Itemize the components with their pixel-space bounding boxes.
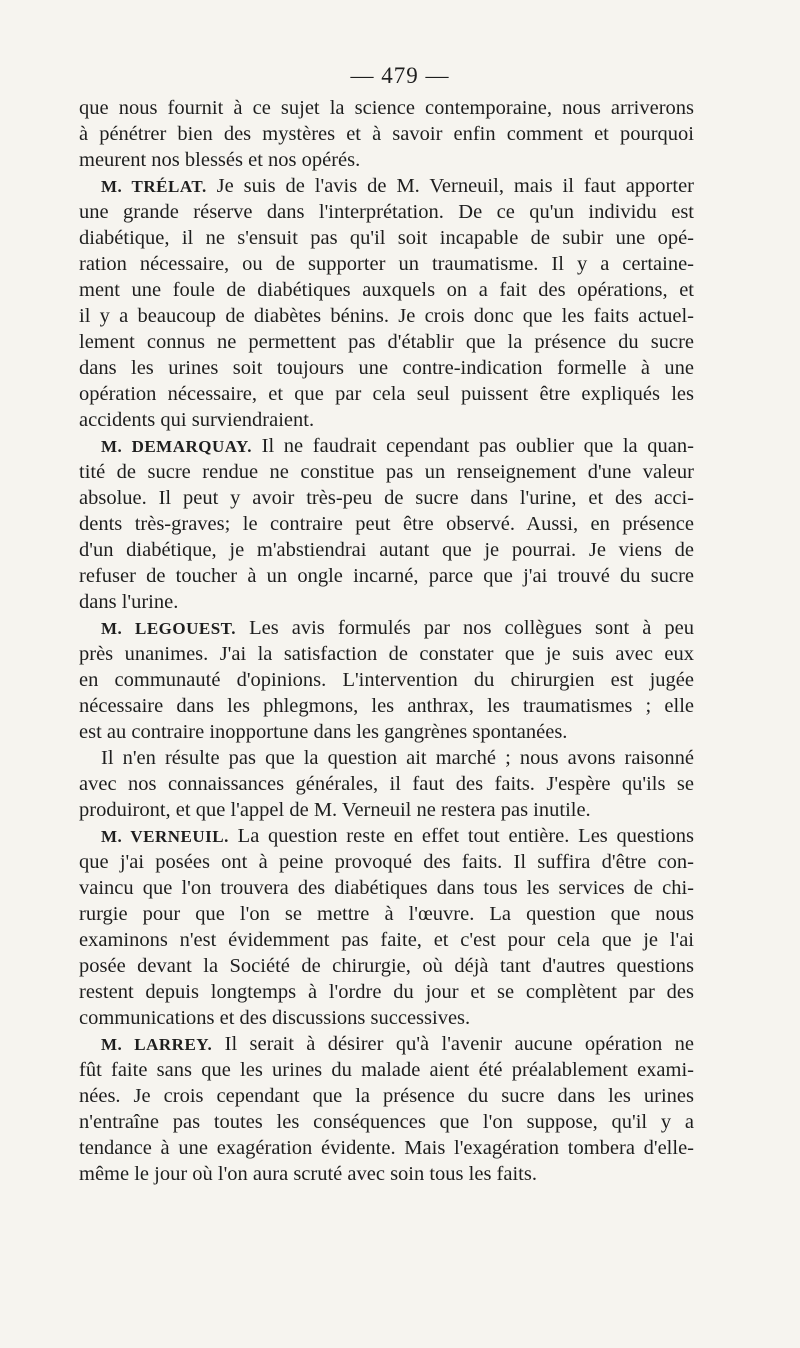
text-line: [79, 667, 694, 693]
line-text: près unanimes. J'ai la satisfaction de constater que je suis avec eux: [79, 643, 694, 665]
text-line: [79, 407, 694, 433]
text-line: [79, 745, 694, 771]
text-line: [79, 537, 694, 563]
speaker-name: M. LARREY.: [101, 1035, 213, 1054]
text-line: [79, 719, 694, 745]
text-line: [79, 1083, 694, 1109]
line-text: opération nécessaire, et que par cela seul puissent être expliqués les: [79, 383, 694, 405]
text-line: [79, 251, 694, 277]
line-text: vaincu que l'on trouvera des diabétiques dans tous les services de chi-: [79, 877, 694, 899]
text-line: [79, 147, 694, 173]
text-line: [79, 225, 694, 251]
line-text: en communauté d'opinions. L'intervention du chirurgien est jugée: [79, 669, 694, 691]
text-line: [79, 953, 694, 979]
speaker-line: [79, 615, 694, 641]
text-line: [79, 1057, 694, 1083]
text-line: [79, 355, 694, 381]
text-line: [79, 381, 694, 407]
text-line: [79, 771, 694, 797]
text-line: [79, 901, 694, 927]
text-line: [79, 199, 694, 225]
line-text: rurgie pour que l'on se mettre à l'œuvre. La question que nous: [79, 903, 694, 925]
line-text: avec nos connaissances générales, il faut des faits. J'espère qu'ils se: [79, 773, 694, 795]
line-text: il y a beaucoup de diabètes bénins. Je crois donc que les faits actuel-: [79, 305, 694, 327]
body-text: [79, 95, 694, 1187]
line-text: absolue. Il peut y avoir très-peu de sucre dans l'urine, et des acci-: [79, 487, 694, 509]
line-text: restent depuis longtemps à l'ordre du jour et se complètent par des: [79, 981, 694, 1003]
line-text: dents très-graves; le contraire peut être observé. Aussi, en présence: [79, 513, 694, 535]
line-text: Les avis formulés par nos collègues sont à peu: [236, 617, 694, 639]
text-line: [79, 927, 694, 953]
line-text: ment une foule de diabétiques auxquels on a fait des opérations, et: [79, 279, 694, 301]
line-text: Je suis de l'avis de M. Verneuil, mais il faut apporter: [206, 175, 695, 197]
line-text: tendance à une exagération évidente. Mais l'exagération tombera d'elle-: [79, 1137, 694, 1159]
speaker-name: M. TRÉLAT.: [101, 177, 207, 196]
text-line: [79, 563, 694, 589]
line-text: produiront, et que l'appel de M. Verneuil ne restera pas inutile.: [79, 799, 591, 821]
line-text: refuser de toucher à un ongle incarné, parce que j'ai trouvé du sucre: [79, 565, 694, 587]
text-line: [79, 511, 694, 537]
text-line: [79, 459, 694, 485]
line-text: nécessaire dans les phlegmons, les anthrax, les traumatismes ; elle: [79, 695, 694, 717]
line-text: ration nécessaire, ou de supporter un traumatisme. Il y a certaine-: [79, 253, 694, 275]
text-line: [79, 95, 694, 121]
speaker-line: [79, 1031, 694, 1057]
line-text: nées. Je crois cependant que la présence du sucre dans les urines: [79, 1085, 694, 1107]
text-line: [79, 1161, 694, 1187]
text-line: [79, 121, 694, 147]
line-text: fût faite sans que les urines du malade aient été préalablement exami-: [79, 1059, 694, 1081]
text-line: [79, 797, 694, 823]
line-text: Il n'en résulte pas que la question ait marché ; nous avons raisonné: [101, 747, 694, 769]
line-text: Il ne faudrait cependant pas oublier que la quan-: [251, 435, 694, 457]
speaker-line: [79, 823, 694, 849]
speaker-line: [79, 173, 694, 199]
text-line: [79, 329, 694, 355]
text-line: [79, 1005, 694, 1031]
text-line: [79, 849, 694, 875]
text-line: [79, 589, 694, 615]
line-text: examinons n'est évidemment pas faite, et c'est pour cela que je l'ai: [79, 929, 694, 951]
line-text: est au contraire inopportune dans les gangrènes spontanées.: [79, 721, 568, 743]
line-text: diabétique, il ne s'ensuit pas qu'il soit incapable de subir une opé-: [79, 227, 694, 249]
text-line: [79, 641, 694, 667]
line-text: à pénétrer bien des mystères et à savoir enfin comment et pourquoi: [79, 123, 694, 145]
line-text: tité de sucre rendue ne constitue pas un renseignement d'une valeur: [79, 461, 694, 483]
line-text: que j'ai posées ont à peine provoqué des faits. Il suffira d'être con-: [79, 851, 694, 873]
line-text: dans l'urine.: [79, 591, 179, 613]
line-text: dans les urines soit toujours une contre-indication formelle à une: [79, 357, 694, 379]
speaker-line: [79, 433, 694, 459]
text-line: [79, 303, 694, 329]
line-text: lement connus ne permettent pas d'établir que la présence du sucre: [79, 331, 694, 353]
line-text: posée devant la Société de chirurgie, où déjà tant d'autres questions: [79, 955, 694, 977]
line-text: Il serait à désirer qu'à l'avenir aucune opération ne: [212, 1033, 694, 1055]
speaker-name: M. LEGOUEST.: [101, 619, 237, 638]
text-line: [79, 1135, 694, 1161]
line-text: meurent nos blessés et nos opérés.: [79, 149, 361, 171]
line-text: communications et des discussions successives.: [79, 1007, 471, 1029]
page-number: — 479 —: [350, 63, 450, 88]
text-line: [79, 875, 694, 901]
text-line: [79, 1109, 694, 1135]
line-text: n'entraîne pas toutes les conséquences que l'on suppose, qu'il y a: [79, 1111, 694, 1133]
line-text: même le jour où l'on aura scruté avec soin tous les faits.: [79, 1163, 537, 1185]
line-text: accidents qui surviendraient.: [79, 409, 315, 431]
text-line: [79, 693, 694, 719]
speaker-name: M. VERNEUIL.: [101, 827, 229, 846]
line-text: une grande réserve dans l'interprétation. De ce qu'un individu est: [79, 201, 694, 223]
line-text: d'un diabétique, je m'abstiendrai autant que je pourrai. Je viens de: [79, 539, 694, 561]
text-line: [79, 277, 694, 303]
speaker-name: M. DEMARQUAY.: [101, 437, 252, 456]
line-text: La question reste en effet tout entière. Les questions: [228, 825, 695, 847]
text-line: [79, 979, 694, 1005]
text-line: [79, 485, 694, 511]
line-text: que nous fournit à ce sujet la science contemporaine, nous arriverons: [79, 97, 694, 119]
